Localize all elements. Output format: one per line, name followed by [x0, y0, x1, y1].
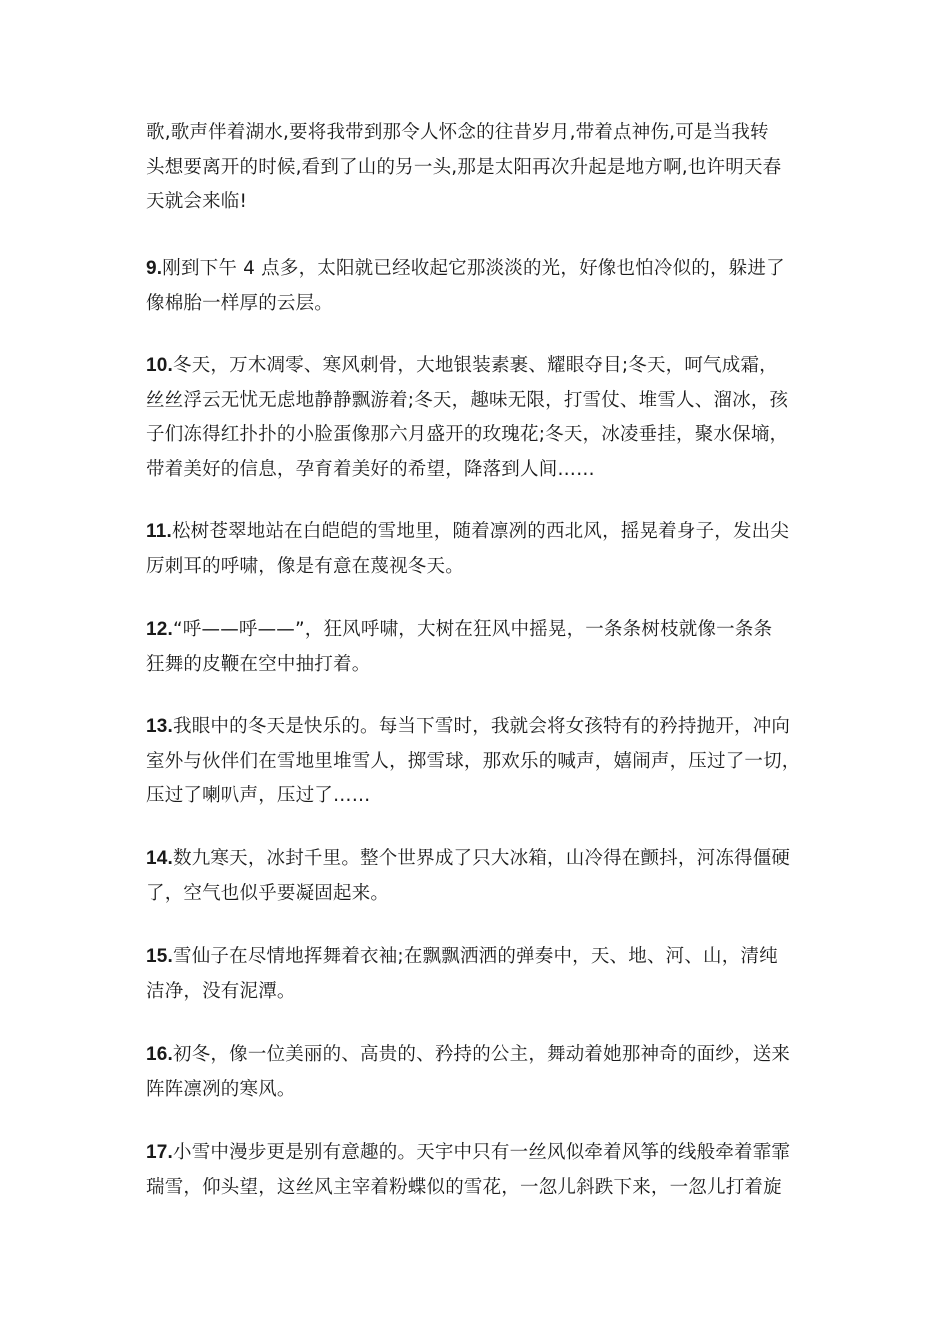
paragraph-line: 室外与伙伴们在雪地里堆雪人，掷雪球，那欢乐的喊声，嬉闹声，压过了一切， [146, 750, 801, 772]
paragraph-text: 雪仙子在尽情地挥舞着衣袖;在飘飘洒洒的弹奏中，天、地、河、山，清纯 [173, 946, 778, 967]
paragraph-line [146, 1038, 826, 1073]
paragraph-continued [146, 116, 826, 220]
paragraph-line: 天就会来临! [146, 191, 248, 213]
paragraph-text: 数九寒天，冰封千里。整个世界成了只大冰箱，山冷得在颤抖，河冻得僵硬 [173, 848, 791, 869]
paragraph-line [146, 710, 826, 745]
paragraph-line [146, 349, 826, 384]
paragraph-line: 阵阵凛冽的寒风。 [146, 1078, 296, 1100]
paragraph-number: 12. [146, 619, 174, 640]
paragraph-line [146, 1136, 826, 1171]
paragraph-line [146, 842, 826, 877]
paragraph-line: 洁净，没有泥潭。 [146, 980, 296, 1002]
paragraph-number: 17. [146, 1142, 174, 1163]
paragraph-14 [146, 842, 826, 911]
paragraph-16 [146, 1038, 826, 1107]
paragraph-line: 丝丝浮云无忧无虑地静静飘游着;冬天，趣味无限，打雪仗、堆雪人、溜冰，孩 [146, 389, 789, 411]
paragraph-number: 11. [146, 521, 172, 542]
paragraph-line: 头想要离开的时候,看到了山的另一头,那是太阳再次升起是地方啊,也许明天春 [146, 156, 782, 178]
paragraph-line: 像棉胎一样厚的云层。 [146, 292, 334, 314]
paragraph-number: 9. [146, 258, 163, 279]
paragraph-line: 了，空气也似乎要凝固起来。 [146, 882, 390, 904]
paragraph-9 [146, 252, 826, 321]
paragraph-12 [146, 613, 826, 682]
paragraph-text: 松树苍翠地站在白皑皑的雪地里，随着凛冽的西北风，摇晃着身子，发出尖 [171, 521, 790, 542]
paragraph-line [146, 252, 826, 287]
paragraph-number: 16. [146, 1044, 174, 1065]
paragraph-10 [146, 349, 826, 487]
paragraph-line: 压过了喇叭声，压过了…… [146, 785, 371, 807]
paragraph-text: 刚到下午 4 点多，太阳就已经收起它那淡淡的光，好像也怕冷似的，躲进了 [162, 258, 785, 279]
paragraph-line: 厉刺耳的呼啸，像是有意在蔑视冬天。 [146, 555, 464, 577]
paragraph-line [146, 940, 826, 975]
paragraph-13 [146, 710, 826, 814]
paragraph-line [146, 515, 826, 550]
paragraph-text: 冬天，万木凋零、寒风刺骨，大地银装素裹、耀眼夺目;冬天，呵气成霜， [173, 355, 778, 376]
paragraph-number: 13. [146, 716, 174, 737]
paragraph-line: 带着美好的信息，孕育着美好的希望，降落到人间…… [146, 458, 595, 480]
paragraph-11 [146, 515, 826, 584]
paragraph-line [146, 613, 826, 648]
paragraph-number: 14. [146, 848, 174, 869]
paragraph-number: 15. [146, 946, 174, 967]
paragraph-line: 狂舞的皮鞭在空中抽打着。 [146, 653, 371, 675]
paragraph-line: 子们冻得红扑扑的小脸蛋像那六月盛开的玫瑰花;冬天，冰凌垂挂，聚水保墒， [146, 424, 789, 446]
paragraph-17 [146, 1136, 826, 1205]
paragraph-text: 我眼中的冬天是快乐的。每当下雪时，我就会将女孩特有的矜持抛开，冲向 [173, 716, 791, 737]
paragraph-number: 10. [146, 355, 174, 376]
paragraph-text: 小雪中漫步更是别有意趣的。天宇中只有一丝风似牵着风筝的线般牵着霏霏 [173, 1142, 791, 1163]
paragraph-15 [146, 940, 826, 1009]
paragraph-text: “呼——呼——”，狂风呼啸，大树在狂风中摇晃，一条条树枝就像一条条 [173, 619, 773, 640]
paragraph-line: 瑞雪，仰头望，这丝风主宰着粉蝶似的雪花，一忽儿斜跌下来，一忽儿打着旋 [146, 1176, 782, 1198]
paragraph-text: 初冬，像一位美丽的、高贵的、矜持的公主，舞动着她那神奇的面纱，送来 [173, 1044, 791, 1065]
paragraph-line: 歌,歌声伴着湖水,要将我带到那令人怀念的往昔岁月,带着点神伤,可是当我转 [146, 122, 769, 143]
